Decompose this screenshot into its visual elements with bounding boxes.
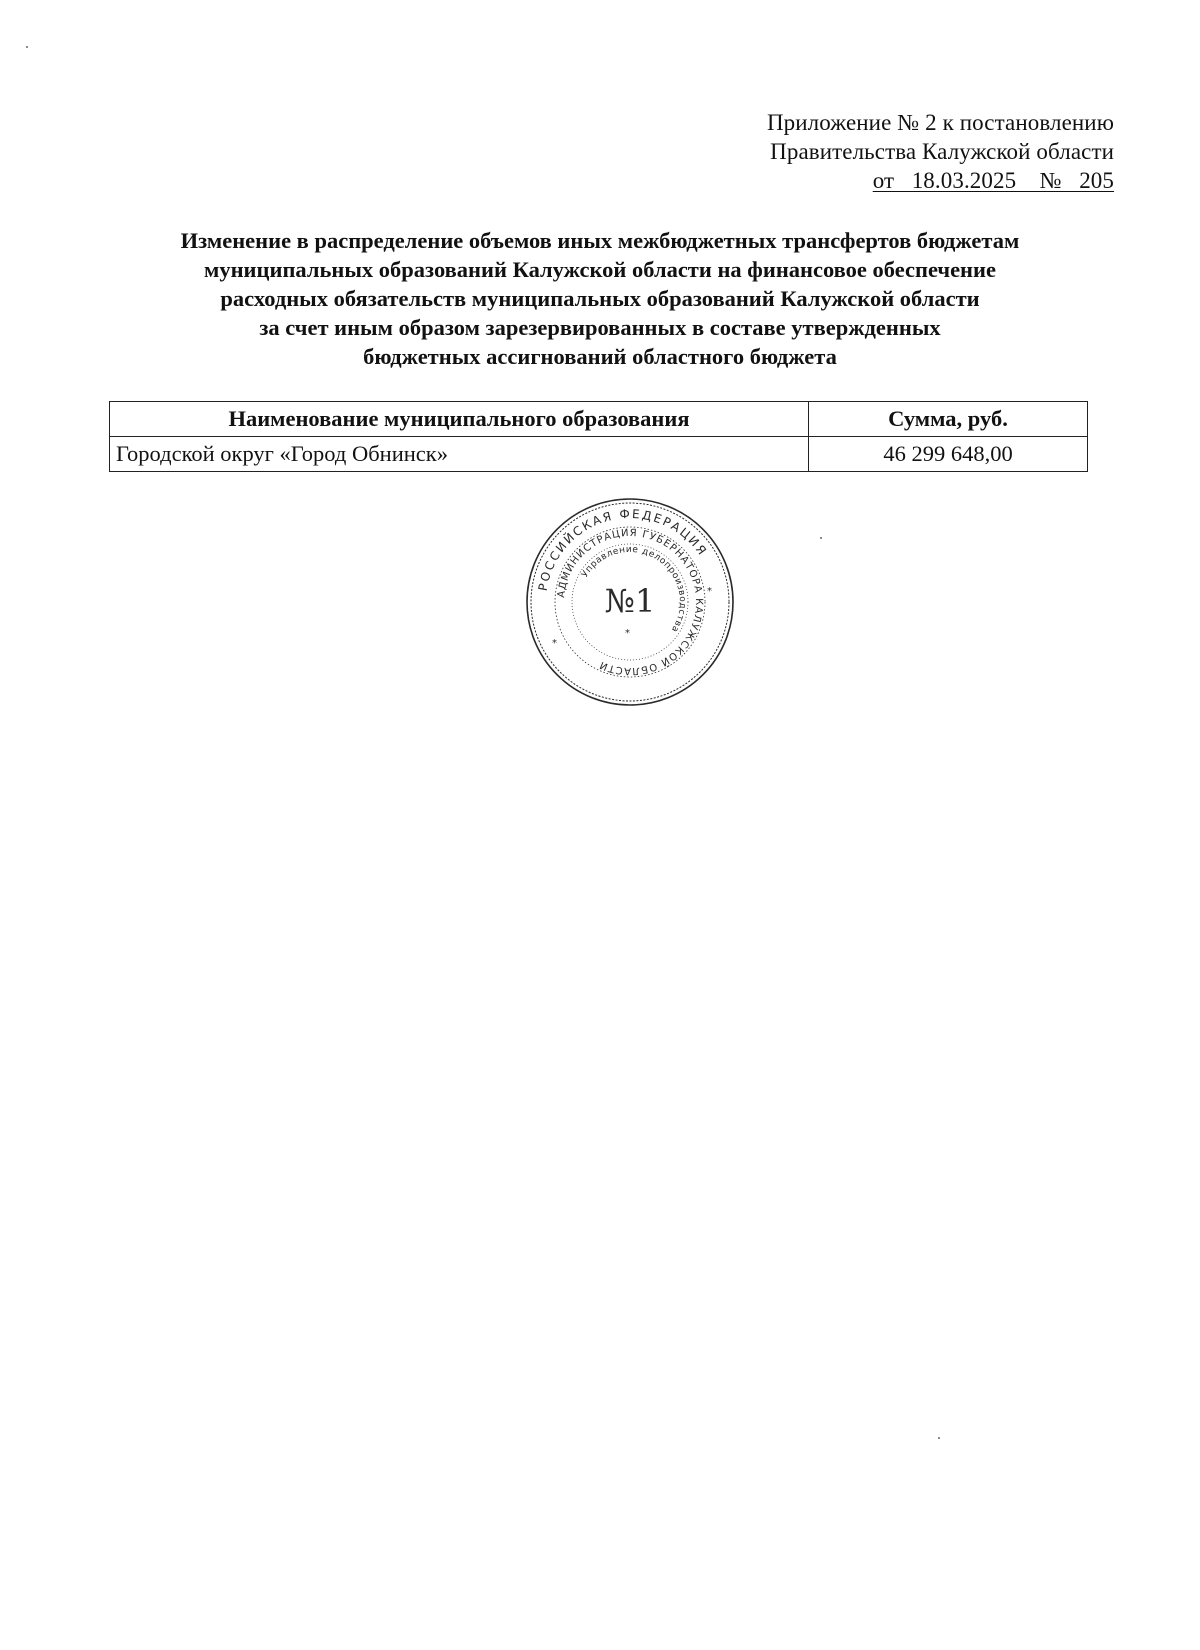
stamp-inner-text: Управление делопроизводства: [580, 544, 688, 634]
appendix-line-2: Правительства Калужской области: [770, 139, 1114, 164]
scan-speck: [820, 537, 822, 539]
title-line-5: бюджетных ассигнований областного бюджета: [363, 344, 837, 369]
row-municipality: Городской округ «Город Обнинск»: [110, 437, 809, 472]
stamp-outer-text: РОССИЙСКАЯ ФЕДЕРАЦИЯ: [535, 506, 711, 592]
header-sum: Сумма, руб.: [809, 402, 1088, 437]
header-municipality: Наименование муниципального образования: [110, 402, 809, 437]
row-sum: 46 299 648,00: [809, 437, 1088, 472]
official-stamp: [524, 496, 736, 708]
title-line-3: расходных обязательств муниципальных образований Калужской области: [220, 286, 980, 311]
table-row: [110, 437, 1088, 472]
stamp-middle-text: АДМИНИСТРАЦИЯ ГУБЕРНАТОРА КАЛУЖСКОЙ ОБЛАСТИ: [556, 527, 705, 677]
table-header-row: [110, 402, 1088, 437]
appendix-date-number: от 18.03.2025 № 205: [872, 168, 1114, 193]
stamp-center-number: №1: [604, 582, 656, 620]
stamp-star-icon: *: [707, 586, 712, 597]
stamp-star-icon: *: [552, 638, 557, 649]
stamp-graphic: [524, 496, 736, 708]
document-title: [100, 226, 1100, 371]
title-line-4: за счет иным образом зарезервированных в составе утвержденных: [259, 315, 941, 340]
transfers-table: [109, 401, 1088, 472]
stamp-star-icon: *: [625, 628, 630, 639]
title-line-2: муниципальных образований Калужской области на финансовое обеспечение: [204, 257, 996, 282]
scan-speck: [26, 46, 28, 48]
appendix-line-1: Приложение № 2 к постановлению: [766, 110, 1114, 135]
scan-speck: [938, 1437, 940, 1439]
appendix-reference: [767, 108, 1114, 195]
title-line-1: Изменение в распределение объемов иных межбюджетных трансфертов бюджетам: [180, 228, 1020, 253]
